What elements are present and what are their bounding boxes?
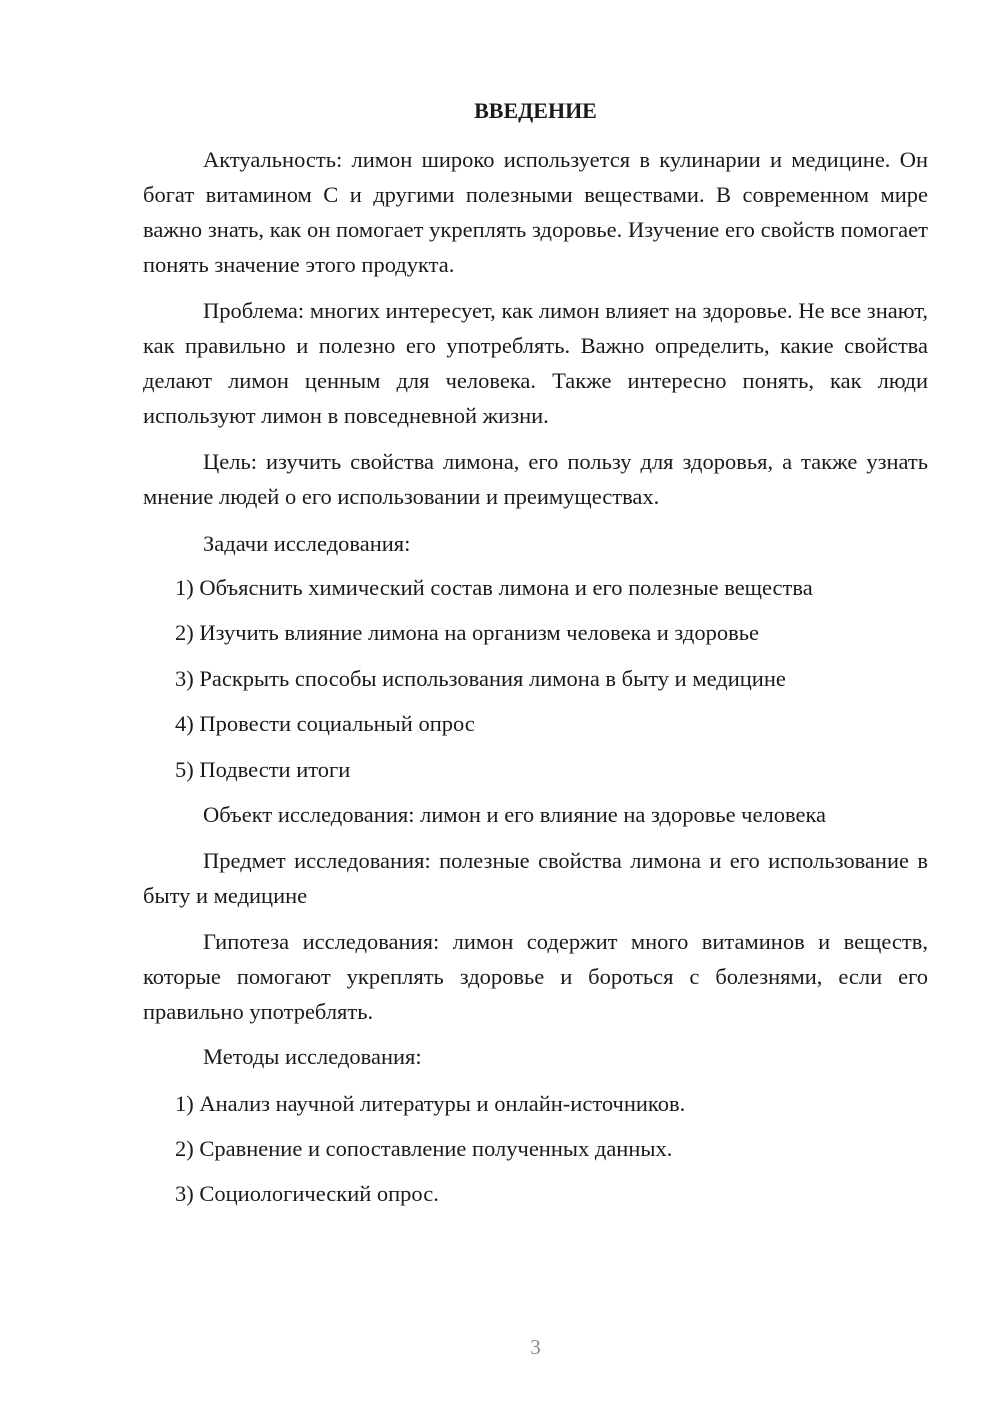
method-item-1: 1) Анализ научной литературы и онлайн-источников.: [175, 1091, 686, 1116]
document-page: [143, 0, 928, 1414]
page-title: ВВЕДЕНИЕ: [474, 98, 597, 123]
problem-paragraph: Проблема: многих интересует, как лимон влияет на здоровье. Не все знают, как правильно и полезно его употреблять. Важно определить, какие свойства делают лимон ценным для человека. Также интересно понять, как люди используют лимон в повседневной жизни.: [143, 298, 928, 428]
method-item-3: 3) Социологический опрос.: [175, 1181, 439, 1206]
relevance-paragraph: Актуальность: лимон широко используется в кулинарии и медицине. Он богат витамином С и другими полезными веществами. В современном мире важно знать, как он помогает укреплять здоровье. Изучение его свойств помогает понять значение этого продукта.: [143, 147, 928, 277]
task-item-1: 1) Объяснить химический состав лимона и его полезные вещества: [175, 575, 813, 600]
subject-paragraph: Предмет исследования: полезные свойства лимона и его использование в быту и медицине: [143, 848, 928, 908]
task-item-5: 5) Подвести итоги: [175, 757, 351, 782]
method-item-2: 2) Сравнение и сопоставление полученных данных.: [175, 1136, 673, 1161]
object-paragraph: Объект исследования: лимон и его влияние на здоровье человека: [203, 802, 827, 827]
goal-paragraph: Цель: изучить свойства лимона, его пользу для здоровья, а также узнать мнение людей о его использовании и преимуществах.: [143, 449, 928, 509]
tasks-heading: Задачи исследования:: [203, 531, 411, 556]
hypothesis-paragraph: Гипотеза исследования: лимон содержит много витаминов и веществ, которые помогают укреплять здоровье и бороться с болезнями, если его правильно употреблять.: [143, 929, 928, 1024]
page-number: 3: [530, 1335, 541, 1359]
task-item-3: 3) Раскрыть способы использования лимона в быту и медицине: [175, 666, 786, 691]
methods-heading: Методы исследования:: [203, 1044, 422, 1069]
task-item-2: 2) Изучить влияние лимона на организм человека и здоровье: [175, 620, 759, 645]
task-item-4: 4) Провести социальный опрос: [175, 711, 475, 736]
